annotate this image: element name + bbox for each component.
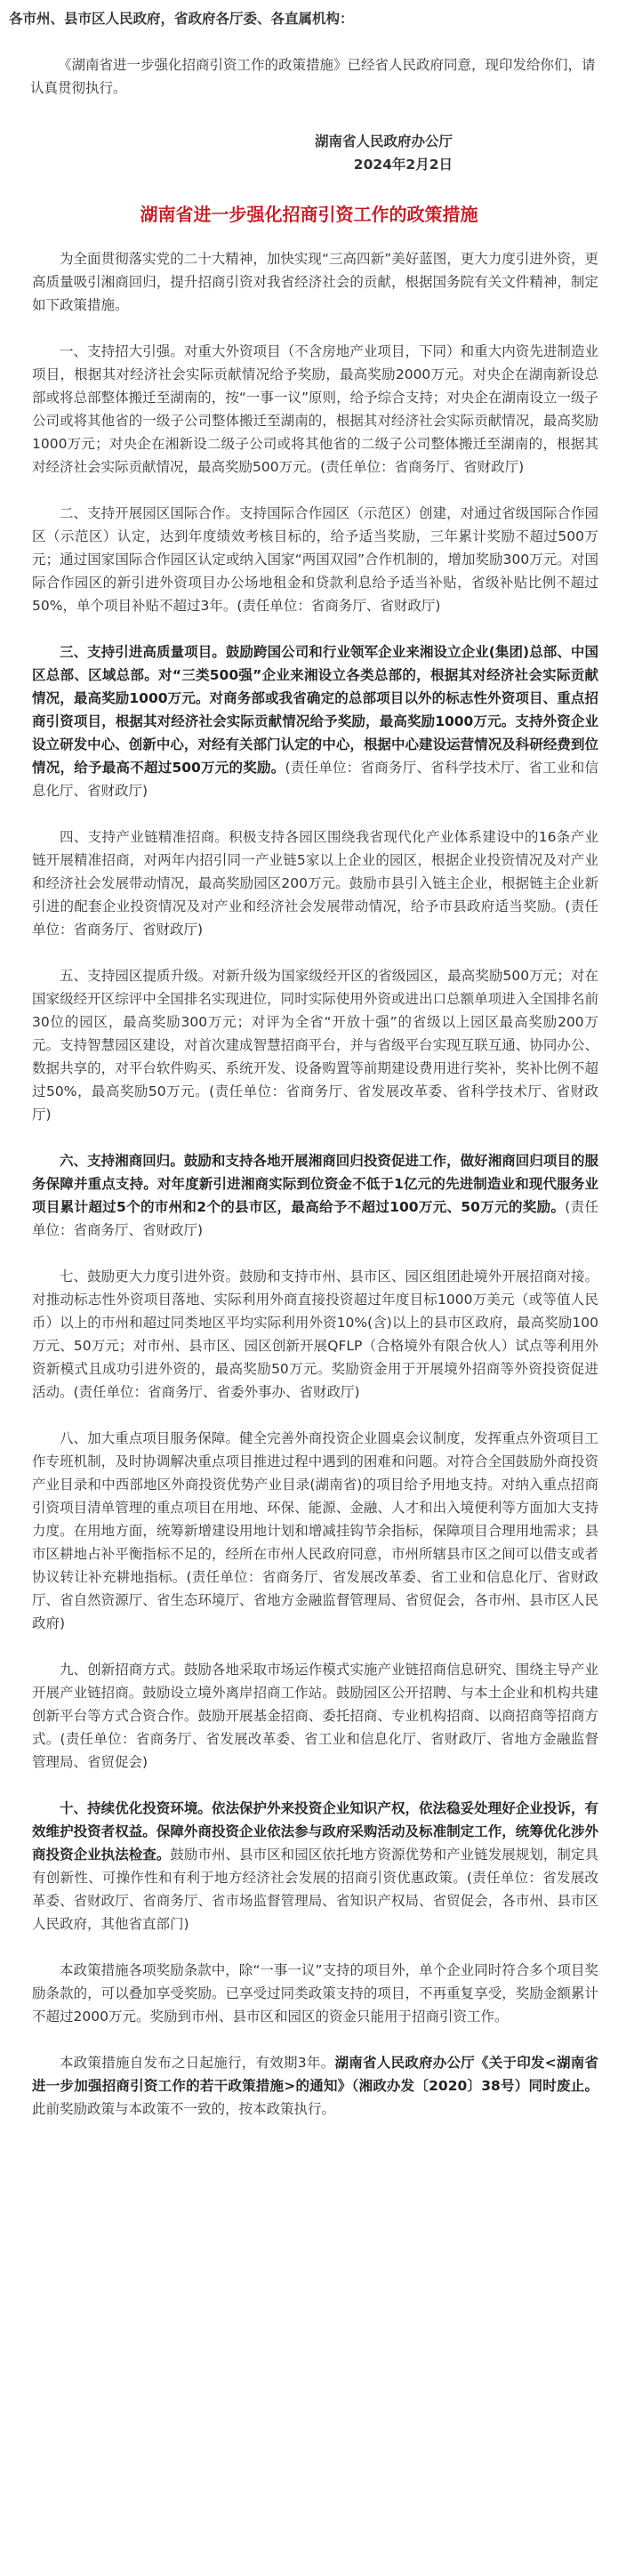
measure-10 — [32, 1797, 598, 1936]
measure-6-text: (责任单位：省商务厅、省财政厅) — [32, 1199, 598, 1238]
measure-2-text: 二、支持开展园区国际合作。支持国际合作园区（示范区）创建，对通过省级国际合作园区（示范区）认定，达到年度绩效考核目标的，给予适当奖励，三年累计奖励不超过500万元；通过国家国际合作园区认定或纳入国家“两国双园”合作机制的，增加奖励300万元。对国际合作园区的新引进外资项目办公场地租金和贷款利息给予适当补贴，省级补贴比例不超过50%，单个项目补贴不超过3年。(责任单位：省商务厅、省财政厅) — [32, 505, 598, 614]
document-title: 湖南省进一步强化招商引资工作的政策措施 — [140, 204, 478, 225]
issuer-name: 湖南省人民政府办公厅 — [314, 133, 453, 149]
measure-9 — [32, 1658, 598, 1774]
measure-3-bold: 三、支持引进高质量项目。鼓励跨国公司和行业领军企业来湘设立企业(集团)总部、中国区总部、区域总部。对“三类500强”企业来湘设立各类总部的，根据其对经济社会实际贡献情况，最高奖励1000万元。对商务部或我省确定的总部项目以外的标志性外资项目、重点招商引资项目，根据其对经济社会实际贡献情况给予奖励，最高奖励1000万元。支持外资企业设立研发中心、创新中心，对经有关部门认定的中心，根据中心建设运营情况及科研经费到位情况，给予最高不超过500万元的奖励。 — [32, 644, 598, 776]
stacking-note-paragraph: 本政策措施各项奖励条款中，除“一事一议”支持的项目外，单个企业同时符合多个项目奖励条款的，可以叠加享受奖励。已享受过同类政策支持的项目，不再重复享受，奖励金额累计不超过2000万元。奖励到市州、县市区和园区的资金只能用于招商引资工作。 — [32, 1962, 598, 2025]
measure-1 — [32, 340, 598, 479]
measure-2 — [32, 502, 598, 617]
measure-4 — [32, 825, 598, 941]
closing-text-before: 本政策措施自发布之日起施行，有效期3年。 — [60, 2055, 335, 2071]
measure-4-text: 四、支持产业链精准招商。积极支持各园区围绕我省现代化产业体系建设中的16条产业链开展精准招商，对两年内招引同一产业链5家以上企业的园区，根据企业投资情况及对产业和经济社会发展带动情况，最高奖励园区200万元。鼓励市县引入链主企业，根据链主企业新引进的配套企业投资情况及对产业和经济社会发展带动情况，给予市县政府适当奖励。(责任单位：省商务厅、省财政厅) — [32, 829, 598, 938]
issue-date: 2024年2月2日 — [353, 157, 453, 173]
signature-block — [9, 130, 609, 176]
measure-3-text: (责任单位：省商务厅、省科学技术厅、省工业和信息化厅、省财政厅) — [32, 760, 598, 799]
measure-3 — [32, 640, 598, 802]
intro-paragraph: 《湖南省进一步强化招商引资工作的政策措施》已经省人民政府同意，现印发给你们，请认真贯彻执行。 — [30, 57, 596, 96]
closing-paragraph — [32, 2051, 598, 2121]
measure-5-text: 五、支持园区提质升级。对新升级为国家级经开区的省级园区，最高奖励500万元；对在国家级经开区综评中全国排名实现进位，同时实际使用外资或进出口总额单项进入全国排名前30位的园区，最高奖励300万元；对评为全省“开放十强”的省级以上园区最高奖励200万元。支持智慧园区建设，对首次建成智慧招商平台，并与省级平台实现互联互通、协同办公、数据共享的，对平台软件购买、系统开发、设备购置等前期建设费用进行奖补，奖补比例不超过50%，最高奖励50万元。(责任单位：省商务厅、省发展改革委、省科学技术厅、省财政厅) — [32, 968, 598, 1123]
measure-7-text: 七、鼓励更大力度引进外资。鼓励和支持市州、县市区、园区组团赴境外开展招商对接。对推动标志性外资项目落地、实际利用外商直接投资超过年度目标1000万美元（或等值人民币）以上的市州和超过同类地区平均实际利用外资10%(含)以上的县市区政府，最高奖励100万元、50万元；对市州、县市区、园区创新开展QFLP（合格境外有限合伙人）试点等利用外资新模式且成功引进外资的，最高奖励50万元。奖励资金用于开展境外招商等外资投资促进活动。(责任单位：省商务厅、省委外事办、省财政厅) — [32, 1268, 598, 1400]
closing-text-after: 此前奖励政策与本政策不一致的，按本政策执行。 — [32, 2101, 336, 2117]
measure-6 — [32, 1149, 598, 1242]
measure-5 — [32, 964, 598, 1126]
measure-1-text: 一、支持招大引强。对重大外资项目（不含房地产业项目，下同）和重大内资先进制造业项目，根据其对经济社会实际贡献情况给予奖励，最高奖励2000万元。对央企在湖南新设总部或将总部整体搬迁至湖南的，按“一事一议”原则，给予综合支持；对央企在湖南设立一级子公司或将其他省的一级子公司整体搬迁至湖南的，根据其对经济社会实际贡献情况，最高奖励1000万元；对央企在湘新设二级子公司或将其他省的二级子公司整体搬迁至湖南的，根据其对经济社会实际贡献情况，最高奖励500万元。(责任单位：省商务厅、省财政厅) — [32, 343, 598, 475]
measure-10-bold: 十、持续优化投资环境。依法保护外来投资企业知识产权，依法稳妥处理好企业投诉，有效维护投资者权益。保障外商投资企业依法参与政府采购活动及标准制定工作，统筹优化涉外商投资企业执法检查。 — [32, 1800, 598, 1863]
measure-6-bold: 六、支持湘商回归。鼓励和支持各地开展湘商回归投资促进工作，做好湘商回归项目的服务保障并重点支持。对年度新引进湘商实际到位资金不低于1亿元的先进制造业和现代服务业项目累计超过5个的市州和2个的县市区，最高给予不超过100万元、50万元的奖励。 — [32, 1153, 598, 1215]
measure-9-text: 九、创新招商方式。鼓励各地采取市场运作模式实施产业链招商信息研究、围绕主导产业开展产业链招商。鼓励设立境外离岸招商工作站。鼓励园区公开招聘、与本土企业和机构共建创新平台等方式合资合作。鼓励开展基金招商、委托招商、专业机构招商、以商招商等招商方式。(责任单位：省商务厅、省发展改革委、省工业和信息化厅、省财政厅、省地方金融监督管理局、省贸促会) — [32, 1662, 598, 1770]
recipient-address: 各市州、县市区人民政府，省政府各厅委、各直属机构： — [9, 11, 354, 27]
measure-8 — [32, 1427, 598, 1635]
measure-8-text: 八、加大重点项目服务保障。健全完善外商投资企业圆桌会议制度，发挥重点外资项目工作专班机制，及时协调解决重点项目推进过程中遇到的困难和问题。对符合全国鼓励外商投资产业目录和中西部地区外商投资优势产业目录(湖南省)的项目给予用地支持。对纳入重点招商引资项目清单管理的重点项目在用地、环保、能源、金融、人才和出入境便利等方面加大支持力度。在用地方面，统筹新增建设用地计划和增减挂钩节余指标，保障项目合理用地需求；县市区耕地占补平衡指标不足的，经所在市州人民政府同意，市州所辖县市区之间可以借支或者协议转让补充耕地指标。(责任单位：省商务厅、省发展改革委、省工业和信息化厅、省财政厅、省自然资源厅、省生态环境厅、省地方金融监督管理局、省贸促会，各市州、县市区人民政府) — [32, 1430, 598, 1631]
measure-10-text: 鼓励市州、县市区和园区依托地方资源优势和产业链发展规划，制定具有创新性、可操作性和有利于地方经济社会发展的招商引资优惠政策。(责任单位：省发展改革委、省财政厅、省商务厅、省市场监督管理局、省知识产权局、省贸促会，各市州、县市区人民政府，其他省直部门) — [32, 1847, 598, 1932]
measure-7 — [32, 1265, 598, 1404]
closing-repeal-notice: 湖南省人民政府办公厅《关于印发<湖南省进一步加强招商引资工作的若干政策措施>的通知》（湘政办发〔2020〕38号）同时废止。 — [32, 2055, 598, 2094]
preamble-paragraph: 为全面贯彻落实党的二十大精神，加快实现“三高四新”美好蓝图，更大力度引进外资，更高质量吸引湘商回归，提升招商引资对我省经济社会的贡献，根据国务院有关文件精神，制定如下政策措施。 — [32, 251, 598, 313]
